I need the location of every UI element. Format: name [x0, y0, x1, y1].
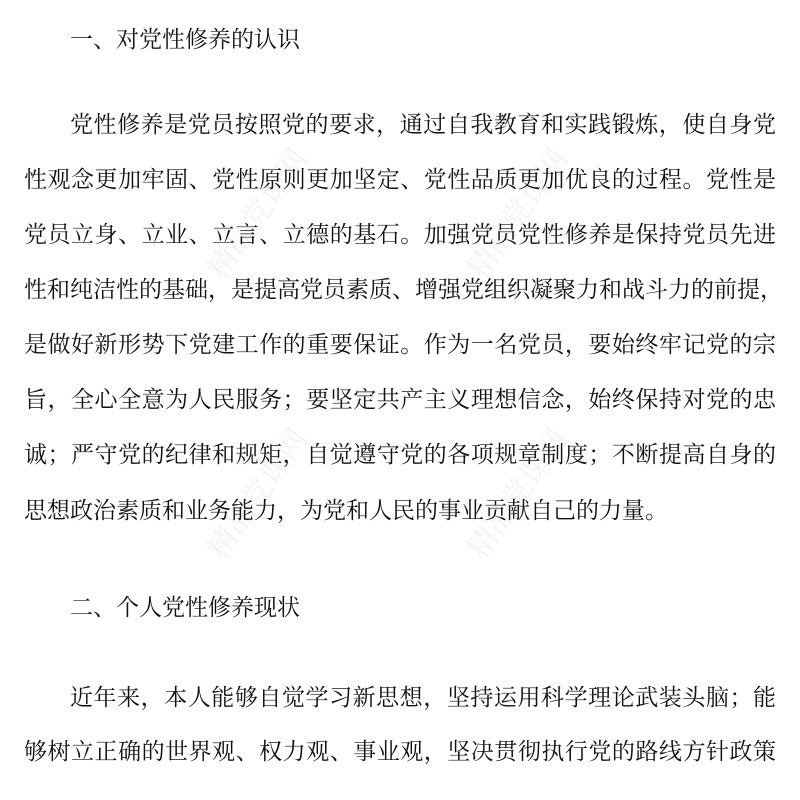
paragraph-line: 近年来，本人能够自觉学习新思想，坚持运用科学理论武装头脑；能	[70, 685, 776, 711]
paragraph-line: 够树立正确的世界观、权力观、事业观，坚决贯彻执行党的路线方针政策	[24, 739, 776, 765]
section-heading-2: 二、个人党性修养现状	[70, 595, 300, 621]
paragraph-line: 旨，全心全意为人民服务；要坚定共产主义理想信念，始终保持对党的忠	[24, 387, 776, 413]
watermark: 精品党课网	[460, 142, 576, 286]
watermark: 精品党课网	[200, 422, 316, 566]
paragraph-line: 性和纯洁性的基础，是提高党员素质、增强党组织凝聚力和战斗力的前提，	[24, 277, 783, 303]
paragraph-line: 党性修养是党员按照党的要求，通过自我教育和实践锻炼，使自身党	[70, 112, 776, 138]
paragraph-line: 是做好新形势下党建工作的重要保证。作为一名党员，要始终牢记党的宗	[24, 332, 776, 358]
paragraph-line: 性观念更加牢固、党性原则更加坚定、党性品质更加优良的过程。党性是	[24, 167, 776, 193]
watermark: 精品党课网	[200, 142, 316, 286]
paragraph-line: 思想政治素质和业务能力，为党和人民的事业贡献自己的力量。	[24, 498, 668, 524]
paragraph-line: 诚；严守党的纪律和规矩，自觉遵守党的各项规章制度；不断提高自身的	[24, 442, 776, 468]
watermark: 精品党课网	[460, 422, 576, 566]
paragraph-line: 党员立身、立业、立言、立德的基石。加强党员党性修养是保持党员先进	[24, 222, 776, 248]
section-heading-1: 一、对党性修养的认识	[70, 27, 300, 53]
